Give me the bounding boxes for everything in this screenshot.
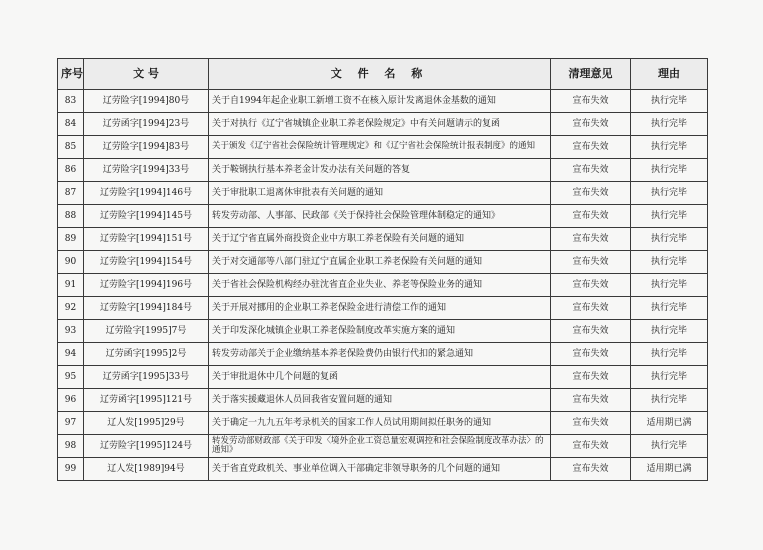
row-title: 关于鞍钢执行基本养老金计发办法有关问题的答复 [209,159,551,182]
row-no: 84 [58,113,84,136]
row-reason: 执行完毕 [631,136,708,159]
table-row [58,251,708,274]
row-opinion: 宣布失效 [551,182,631,205]
row-doc-number: 辽劳险字[1994]151号 [84,228,209,251]
row-reason: 执行完毕 [631,435,708,458]
row-title: 关于印发深化城镇企业职工养老保险制度改革实施方案的通知 [209,320,551,343]
row-opinion: 宣布失效 [551,205,631,228]
row-title: 关于开展对挪用的企业职工养老保险金进行清偿工作的通知 [209,297,551,320]
row-reason: 适用期已满 [631,412,708,435]
row-reason: 执行完毕 [631,274,708,297]
row-title: 关于审批职工退离休审批表有关问题的通知 [209,182,551,205]
row-doc-number: 辽劳险字[1994]83号 [84,136,209,159]
row-opinion: 宣布失效 [551,136,631,159]
row-title: 关于辽宁省直属外商投资企业中方职工养老保险有关问题的通知 [209,228,551,251]
row-title: 关于对执行《辽宁省城镇企业职工养老保险规定》中有关问题请示的复函 [209,113,551,136]
table-row [58,182,708,205]
row-no: 98 [58,435,84,458]
row-no: 95 [58,366,84,389]
header-reason: 理由 [631,59,708,90]
row-no: 89 [58,228,84,251]
row-no: 96 [58,389,84,412]
row-doc-number: 辽劳函字[1995]121号 [84,389,209,412]
row-title: 关于颁发《辽宁省社会保险统计管理规定》和《辽宁省社会保险统计报表制度》的通知 [209,136,551,159]
row-opinion: 宣布失效 [551,159,631,182]
row-reason: 执行完毕 [631,159,708,182]
row-doc-number: 辽人发[1989]94号 [84,458,209,481]
row-reason: 执行完毕 [631,366,708,389]
table-row [58,435,708,458]
header-no: 序号 [58,59,84,90]
table-row [58,366,708,389]
row-title: 转发劳动部关于企业缴纳基本养老保险费仍由银行代扣的紧急通知 [209,343,551,366]
row-reason: 适用期已满 [631,458,708,481]
table-row [58,343,708,366]
row-no: 90 [58,251,84,274]
row-opinion: 宣布失效 [551,458,631,481]
table-row [58,389,708,412]
row-no: 87 [58,182,84,205]
table-row [58,228,708,251]
row-doc-number: 辽劳函字[1994]23号 [84,113,209,136]
row-reason: 执行完毕 [631,205,708,228]
row-title: 关于省社会保险机构经办驻沈省直企业失业、养老等保险业务的通知 [209,274,551,297]
row-no: 97 [58,412,84,435]
header-opinion: 清理意见 [551,59,631,90]
table-row [58,90,708,113]
row-opinion: 宣布失效 [551,320,631,343]
table-row [58,113,708,136]
row-doc-number: 辽劳险字[1995]7号 [84,320,209,343]
row-doc-number: 辽劳险字[1995]124号 [84,435,209,458]
table-row [58,412,708,435]
row-doc-number: 辽劳险字[1994]33号 [84,159,209,182]
row-no: 93 [58,320,84,343]
row-opinion: 宣布失效 [551,251,631,274]
header-title: 文 件 名 称 [209,59,551,90]
row-title: 转发劳动部、人事部、民政部《关于保持社会保险管理体制稳定的通知》 [209,205,551,228]
row-opinion: 宣布失效 [551,274,631,297]
row-title: 转发劳动部财政部《关于印发〈境外企业工资总量宏观调控和社会保险制度改革办法〉的通知》 [209,435,551,458]
row-no: 99 [58,458,84,481]
row-opinion: 宣布失效 [551,113,631,136]
row-no: 83 [58,90,84,113]
row-no: 85 [58,136,84,159]
header-doc-number: 文 号 [84,59,209,90]
row-no: 91 [58,274,84,297]
row-opinion: 宣布失效 [551,90,631,113]
row-reason: 执行完毕 [631,251,708,274]
row-reason: 执行完毕 [631,113,708,136]
row-reason: 执行完毕 [631,90,708,113]
row-opinion: 宣布失效 [551,412,631,435]
row-reason: 执行完毕 [631,389,708,412]
row-no: 86 [58,159,84,182]
row-doc-number: 辽劳函字[1995]2号 [84,343,209,366]
row-opinion: 宣布失效 [551,435,631,458]
row-title: 关于对交通部等八部门驻辽宁直属企业职工养老保险有关问题的通知 [209,251,551,274]
row-title: 关于省直党政机关、事业单位调入干部确定非领导职务的几个问题的通知 [209,458,551,481]
row-no: 92 [58,297,84,320]
row-title: 关于审批退休中几个问题的复函 [209,366,551,389]
row-title: 关于确定一九九五年考录机关的国家工作人员试用期间拟任职务的通知 [209,412,551,435]
table-row [58,159,708,182]
row-title: 关于自1994年起企业职工新增工资不在核入原计发离退休金基数的通知 [209,90,551,113]
row-doc-number: 辽劳函字[1995]33号 [84,366,209,389]
row-doc-number: 辽劳险字[1994]145号 [84,205,209,228]
row-reason: 执行完毕 [631,320,708,343]
row-opinion: 宣布失效 [551,389,631,412]
table-row [58,205,708,228]
row-opinion: 宣布失效 [551,343,631,366]
row-doc-number: 辽劳险字[1994]80号 [84,90,209,113]
table-header-row [58,59,708,90]
row-reason: 执行完毕 [631,343,708,366]
row-opinion: 宣布失效 [551,228,631,251]
table-row [58,274,708,297]
table-row [58,297,708,320]
table-row [58,320,708,343]
row-doc-number: 辽劳险字[1994]184号 [84,297,209,320]
row-no: 94 [58,343,84,366]
row-no: 88 [58,205,84,228]
table-row [58,136,708,159]
row-doc-number: 辽劳险字[1994]154号 [84,251,209,274]
row-doc-number: 辽人发[1995]29号 [84,412,209,435]
row-reason: 执行完毕 [631,228,708,251]
row-title: 关于落实援藏退休人员回我省安置问题的通知 [209,389,551,412]
row-opinion: 宣布失效 [551,297,631,320]
document-table [57,58,708,481]
table-row [58,458,708,481]
row-opinion: 宣布失效 [551,366,631,389]
row-reason: 执行完毕 [631,182,708,205]
row-doc-number: 辽劳险字[1994]196号 [84,274,209,297]
row-reason: 执行完毕 [631,297,708,320]
row-doc-number: 辽劳险字[1994]146号 [84,182,209,205]
